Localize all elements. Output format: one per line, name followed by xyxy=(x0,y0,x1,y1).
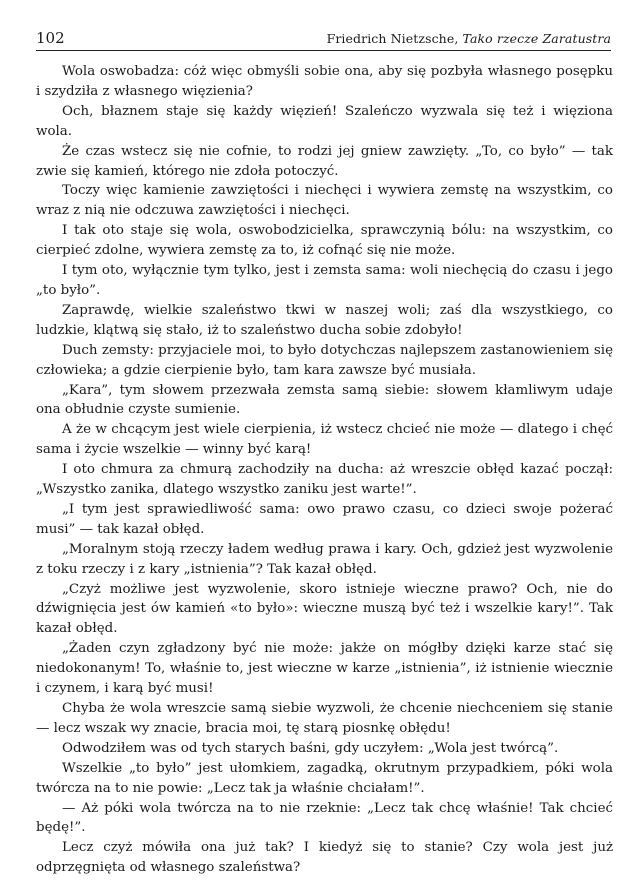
body-text xyxy=(36,62,613,878)
paragraph: Lecz czyż mówiła ona już tak? I kiedyż się to stanie? Czy wola jest już odprzęgnięta od własnego szaleństwa? xyxy=(36,840,613,876)
paragraph: Że czas wstecz się nie cofnie, to rodzi jej gniew zawzięty. „To, co było” — tak zwie się kamień, którego nie zdoła potoczyć. xyxy=(36,143,613,179)
paragraph: „Żaden czyn zgładzony być nie może: jakże on mógłby dzięki karze stać się niedokonanym! To, właśnie to, jest wieczne w karze „istnienia”, iż istnienie wiecznie i czynem, i karą być musi! xyxy=(36,641,613,697)
paragraph: Duch zemsty: przyjaciele moi, to było dotychczas najlepszem zastanowieniem się człowieka; a gdzie cierpienie było, tam kara zawsze być musiała. xyxy=(36,342,613,378)
paragraph: Odwodziłem was od tych starych baśni, gdy uczyłem: „Wola jest twórcą”. xyxy=(62,740,559,756)
running-head xyxy=(327,32,611,46)
author-name: Friedrich Nietzsche, xyxy=(326,31,459,46)
paragraph: Toczy więc kamienie zawziętości i niechęci i wywiera zemstę na wszystkim, co wraz z nią nie odczuwa zawziętości i niechęci. xyxy=(36,183,613,219)
paragraph: I tak oto staje się wola, oswobodzicielka, sprawczynią bólu: na wszystkim, co cierpieć zdolne, wywiera zemstę za to, iż cofnąć się nie może. xyxy=(36,223,613,259)
paragraph: I tym oto, wyłącznie tym tylko, jest i zemsta sama: woli niechęcią do czasu i jego „to było”. xyxy=(36,263,613,298)
paragraph: „Moralnym stoją rzeczy ładem według prawa i kary. Och, gdzież jest wyzwolenie z toku rzeczy i z kary „istnienia”? Tak kazał obłęd. xyxy=(36,541,613,577)
page-number: 102 xyxy=(36,29,65,47)
paragraph: Zaprawdę, wielkie szaleństwo tkwi w naszej woli; zaś dla wszystkiego, co ludzkie, klątwą się stało, iż to szaleństwo ducha sobie zdobyło! xyxy=(36,302,613,338)
book-title: Tako rzecze Zaratustra xyxy=(462,31,611,46)
paragraph: A że w chcącym jest wiele cierpienia, iż wstecz chcieć nie może — dlatego i chęć sama i życie wszelkie — winny być karą! xyxy=(36,422,613,458)
paragraph: „Czyż możliwe jest wyzwolenie, skoro istnieje wieczne prawo? Och, nie do dźwignięcia jest ów kamień «to było»: wieczne muszą być też i wszelkie kary!”. Tak kazał obłęd. xyxy=(36,581,613,637)
paragraph: Och, błaznem staje się każdy więzień! Szaleńczo wyzwala się też i więziona wola. xyxy=(36,103,613,139)
paragraph: Chyba że wola wreszcie samą siebie wyzwoli, że chcenie niechceniem się stanie — lecz wszak wy znacie, bracia moi, tę starą piosnkę obłędu! xyxy=(36,701,613,736)
paragraph: „I tym jest sprawiedliwość sama: owo prawo czasu, co dzieci swoje pożerać musi” — tak kazał obłęd. xyxy=(36,501,613,537)
paragraph: Wola oswobadza: cóż więc obmyśli sobie ona, aby się pozbyła własnego posępku i szydziła z własnego więzienia? xyxy=(36,64,613,99)
paragraph: Wszelkie „to było” jest ułomkiem, zagadką, okrutnym przypadkiem, póki wola twórcza na to nie powie: „Lecz tak ja właśnie chciałam!”. xyxy=(36,760,613,796)
running-header xyxy=(36,30,611,51)
paragraph: I oto chmura za chmurą zachodziły na ducha: aż wreszcie obłęd kazać począł: „Wszystko zanika, dlatego wszystko zaniku jest warte!”. xyxy=(36,462,613,498)
paragraph: — Aż póki wola twórcza na to nie rzeknie: „Lecz tak chcę właśnie! Tak chcieć będę!”. xyxy=(36,800,613,836)
paragraph: „Kara”, tym słowem przezwała zemsta samą siebie: słowem kłamliwym udaje ona obłudnie czyste sumienie. xyxy=(36,382,613,418)
